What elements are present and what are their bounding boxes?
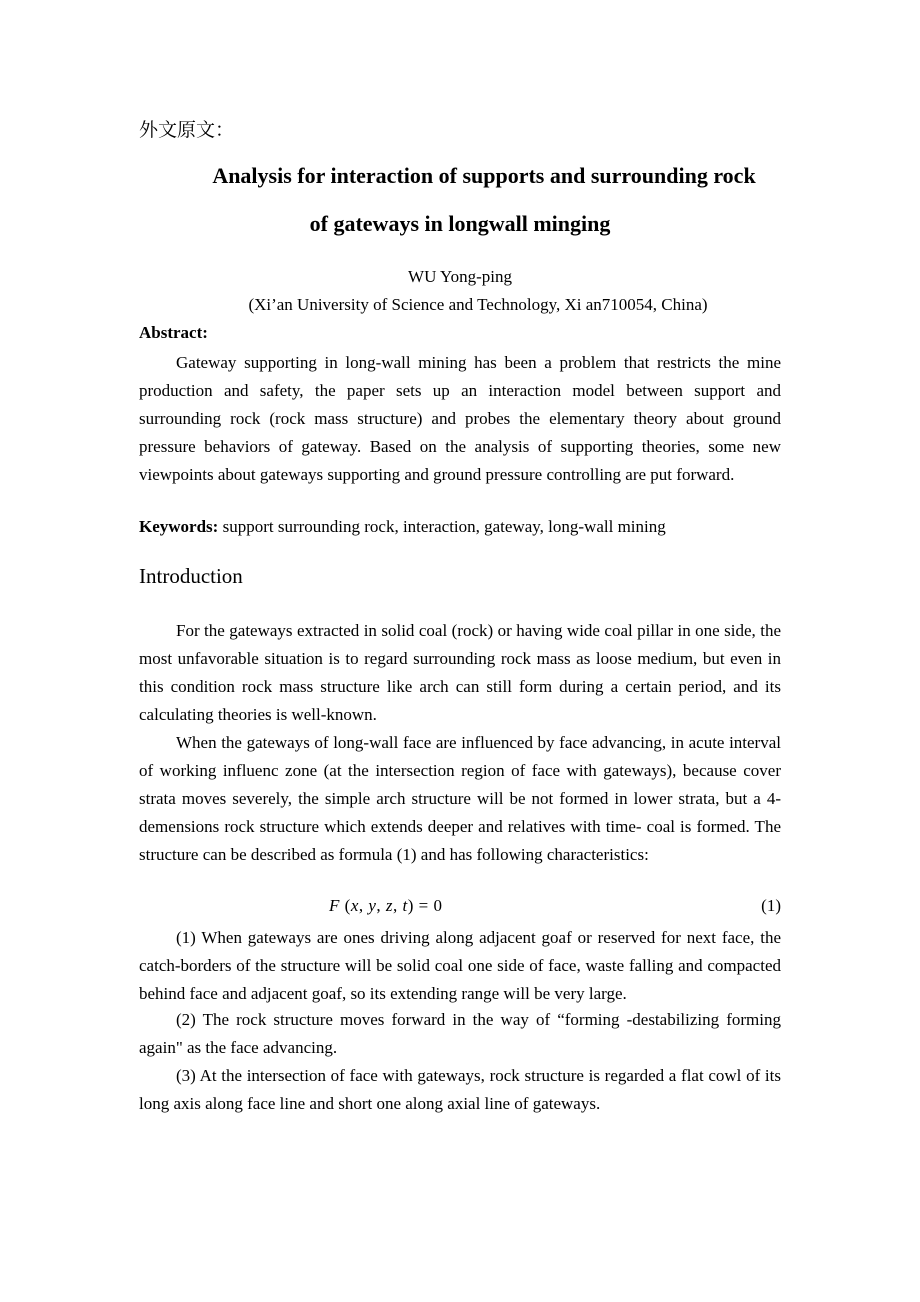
- paper-title-line-1: Analysis for interaction of supports and surrounding rock: [212, 163, 756, 188]
- keywords-label: Keywords:: [139, 517, 219, 536]
- keywords-text: support surrounding rock, interaction, gateway, long-wall mining: [218, 517, 666, 536]
- abstract-heading: Abstract:: [139, 323, 208, 342]
- paragraph: (1) When gateways are ones driving along adjacent goaf or reserved for next face, the catch-borders of the structure will be solid coal one side of face, waste falling and compacted behind face and adjacent goaf, so its extending range will be very large.: [139, 928, 781, 1003]
- paragraph: For the gateways extracted in solid coal (rock) or having wide coal pillar in one side, the most unfavorable situation is to regard surrounding rock mass as loose medium, but even in this condition rock mass structure like arch can still form during a certain period, and its calculating theories is well-known.: [139, 621, 781, 724]
- paragraph: When the gateways of long-wall face are influenced by face advancing, in acute interval of working influenc zone (at the intersection region of face with gateways), because cover strata moves severely, the simple arch structure will be not formed in lower strata, but a 4-demensions rock structure which extends deeper and relatives with time- coal is formed. The structure can be described as formula (1) and has following characteristics:: [139, 733, 781, 864]
- author: WU Yong-ping: [408, 267, 512, 286]
- paper-title-line-2: of gateways in longwall minging: [309, 211, 611, 236]
- paragraph: (3) At the intersection of face with gateways, rock structure is regarded a flat cowl of its long axis along face line and short one along axial line of gateways.: [139, 1066, 781, 1113]
- header-label: 外文原文：: [139, 119, 235, 141]
- equation-number: (1): [761, 896, 781, 915]
- equation: [139, 896, 781, 924]
- section-heading: Introduction: [139, 564, 243, 588]
- paragraph: (2) The rock structure moves forward in the way of “forming -destabilizing forming again" as the face advancing.: [139, 1010, 781, 1057]
- abstract-text: Gateway supporting in long-wall mining has been a problem that restricts the mine production and safety, the paper sets up an interaction model between support and surrounding rock (rock mass structure) and probes the elementary theory about ground pressure behaviors of gateway. Based on the analysis of supporting theories, some new viewpoints about gateways supporting and ground pressure controlling are put forward.: [139, 353, 781, 484]
- equation-body: F (x, y, z, t) = 0: [329, 896, 443, 915]
- affiliation: (Xi’an University of Science and Technology, Xi an710054, China): [248, 295, 708, 314]
- keywords: [139, 517, 781, 537]
